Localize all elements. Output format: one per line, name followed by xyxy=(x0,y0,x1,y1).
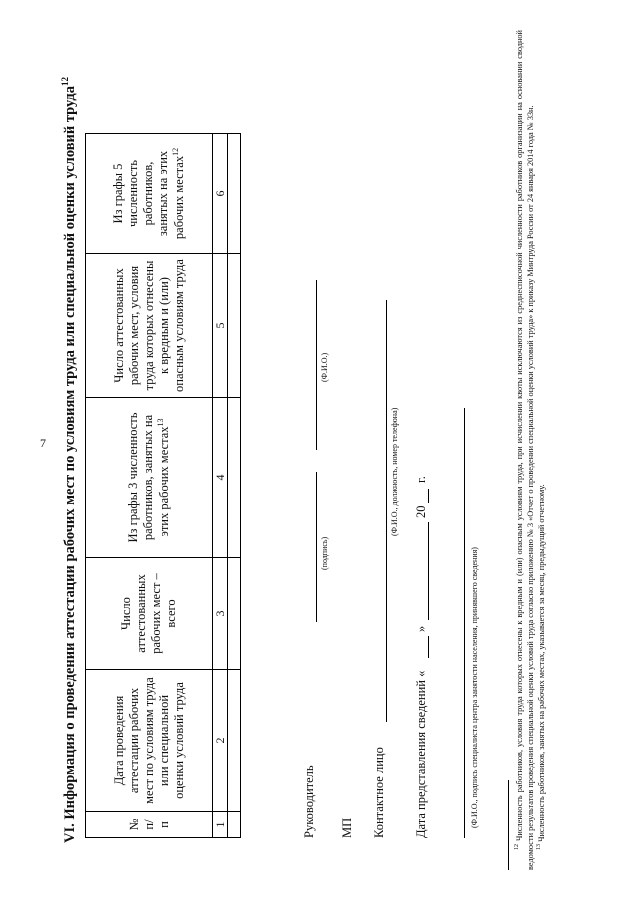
section-title-text: VI. Информация о проведении аттестации рабочих мест по условиям труда или специальной оценки условий труда xyxy=(61,86,78,843)
column-number: 2 xyxy=(213,670,228,812)
date-year-suffix: г. xyxy=(414,476,428,483)
column-number-row xyxy=(213,134,228,838)
header-cell-4 xyxy=(86,398,213,558)
header-footnote-mark: 12 xyxy=(170,147,180,156)
header-cell-1 xyxy=(86,812,213,838)
signature-caption: (подпись) xyxy=(320,536,329,570)
header-text: № п/п xyxy=(126,818,171,831)
date-year-line[interactable] xyxy=(428,489,429,503)
table-cell[interactable] xyxy=(228,134,241,254)
footnote-separator xyxy=(508,780,509,870)
date-month-line[interactable] xyxy=(428,522,429,620)
footnote xyxy=(514,30,536,870)
header-cell-2 xyxy=(86,670,213,812)
footnote-text: Численность работников, условия труда которых отнесены к вредным и (или) опасным условиям труда, при исчислении квоты исключаются из среднесписочной численности работников организации на основании сводной ведомости результатов проведения специальной оценки условий труда согласно приложению № 3 «Отчет о проведении специальной оценки условий труда» к приказу Минтруда России от 24 января 2014 года № 33н. xyxy=(514,30,535,870)
stamp-place-label: МП xyxy=(340,817,354,838)
title-footnote-mark: 12 xyxy=(60,77,70,87)
contact-person-label: Контактное лицо xyxy=(372,747,386,838)
column-number: 5 xyxy=(213,254,228,398)
contact-caption: (Ф.И.О., должность, номер телефона) xyxy=(390,407,399,536)
header-cell-3 xyxy=(86,558,213,670)
column-number: 3 xyxy=(213,558,228,670)
header-text: Число аттестованных рабочих мест, условия труда которых отнесены к вредным и (или) опасным условиям труда xyxy=(111,259,186,392)
header-text: Число аттестованных рабочих мест – всего xyxy=(119,573,178,654)
table-cell[interactable] xyxy=(228,254,241,398)
table-data-row xyxy=(228,134,241,838)
table-header-row xyxy=(86,134,213,838)
table-cell[interactable] xyxy=(228,398,241,558)
section-title xyxy=(60,50,79,870)
table-cell[interactable] xyxy=(228,558,241,670)
head-signature-line[interactable] xyxy=(316,472,317,622)
column-number: 6 xyxy=(213,134,228,254)
footnote-mark: 13 xyxy=(536,844,543,850)
name-caption: (Ф.И.О.) xyxy=(320,352,329,382)
table-cell[interactable] xyxy=(228,670,241,812)
column-number: 1 xyxy=(213,812,228,838)
page-number: 7 xyxy=(40,436,46,450)
footnote-mark: 12 xyxy=(514,844,520,850)
head-name-line[interactable] xyxy=(316,280,317,450)
footnote xyxy=(536,30,548,870)
header-text: Из графы 3 численность работников, занятых на этих рабочих местах xyxy=(125,412,172,543)
footnote-text: Численность работников, занятых на рабочих местах, указывается за месяц, предыдущий отчетному. xyxy=(537,484,547,842)
date-year-prefix: 20 xyxy=(414,505,428,518)
column-number: 4 xyxy=(213,398,228,558)
specialist-caption: (Ф.И.О., подпись специалиста центра занятости населения, принявшего сведения) xyxy=(470,547,479,828)
header-text: Дата проведения аттестации рабочих мест по условиям труда или специальной оценки условий труда xyxy=(111,677,186,804)
contact-person-line[interactable] xyxy=(386,300,387,722)
date-quote-close: » xyxy=(414,625,428,632)
specialist-signature-line[interactable] xyxy=(464,408,465,838)
table-cell[interactable] xyxy=(228,812,241,838)
rotated-content xyxy=(40,10,640,870)
submission-date-label: Дата представления сведений « xyxy=(414,670,428,838)
attestation-table xyxy=(85,133,241,838)
header-text: Из графы 5 численность работников, занятых на этих рабочих местах xyxy=(110,150,187,240)
header-cell-6 xyxy=(86,134,213,254)
head-label: Руководитель xyxy=(302,765,316,838)
date-day-line[interactable] xyxy=(428,636,429,658)
header-footnote-mark: 13 xyxy=(155,418,165,427)
footnotes xyxy=(514,30,548,870)
header-cell-5 xyxy=(86,254,213,398)
